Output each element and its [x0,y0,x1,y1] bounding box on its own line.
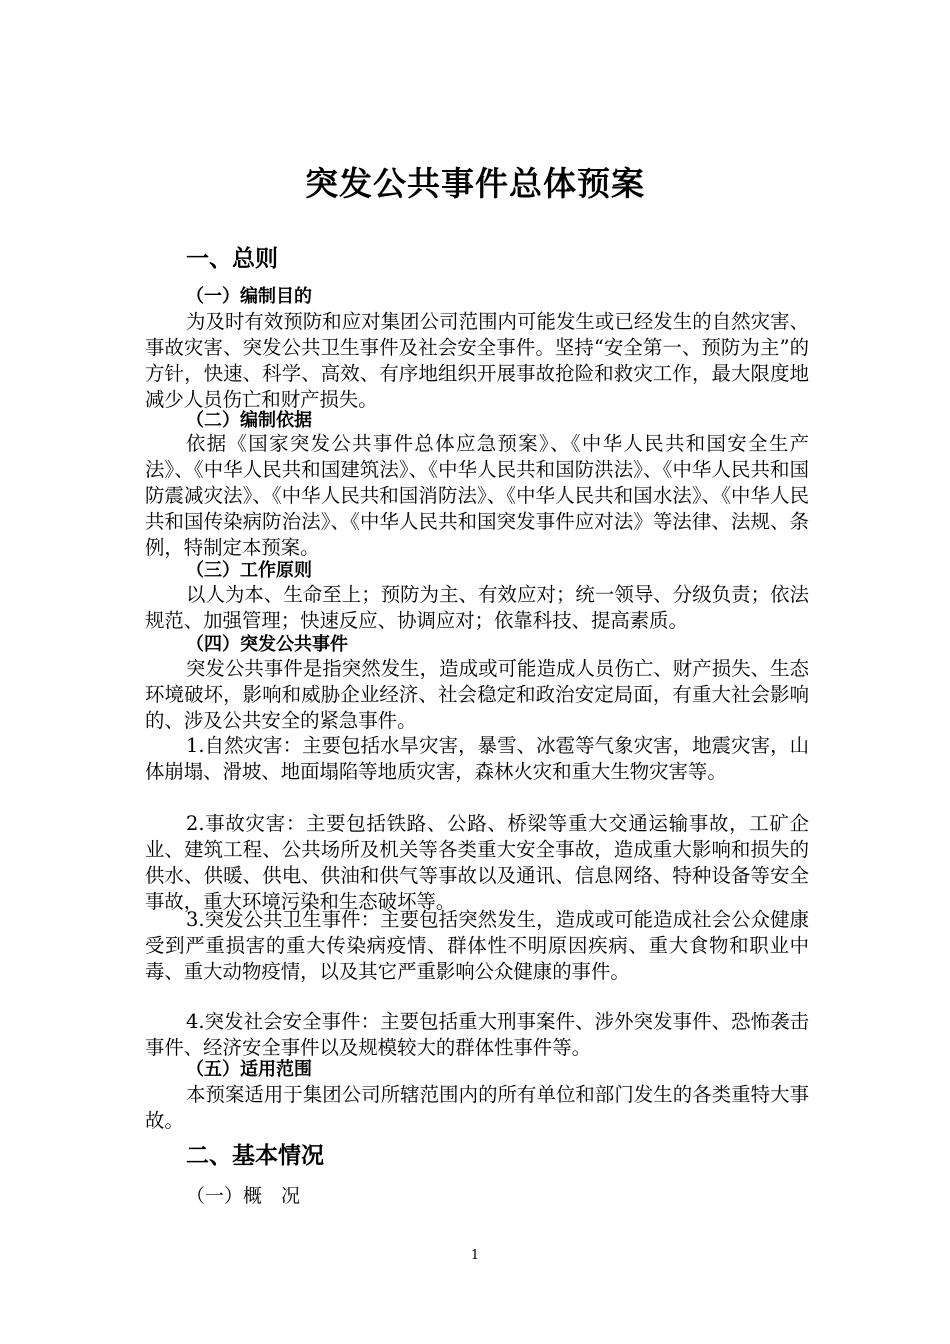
section-heading-general: 一、总则 [186,246,278,272]
paragraph-scope: 本预案适用于集团公司所辖范围内的所有单位和部门发生的各类重特大事故。 [145,1083,809,1132]
subsection-heading-purpose: （一）编制目的 [186,286,312,307]
subsection-heading-overview: （一）概 况 [186,1185,301,1207]
paragraph-purpose: 为及时有效预防和应对集团公司范围内可能发生或已经发生的自然灾害、事故灾害、突发公共卫生事件及社会安全事件。坚持“安全第一、预防为主”的方针，快速、科学、高效、有序地组织开展事故抢险和救灾工作，最大限度地减少人员伤亡和财产损失。 [145,310,809,411]
section-heading-basic-info: 二、基本情况 [186,1143,324,1169]
subsection-heading-basis: （二）编制依据 [186,410,312,431]
document-title: 突发公共事件总体预案 [305,164,645,203]
paragraph-principles: 以人为本、生命至上；预防为主、有效应对；统一领导、分级负责；依法规范、加强管理；快速反应、协调应对；依靠科技、提高素质。 [145,583,809,632]
list-item-public-health-events: 3.突发公共卫生事件：主要包括突然发生，造成或可能造成社会公众健康受到严重损害的重大传染病疫情、群体性不明原因疾病、重大食物和职业中毒、重大动物疫情，以及其它严重影响公众健康的事件。 [145,908,809,983]
subsection-heading-emergency-events: （四）突发公共事件 [186,634,348,655]
list-item-natural-disasters: 1.自然灾害：主要包括水旱灾害，暴雪、冰雹等气象灾害，地震灾害，山体崩塌、滑坡、地面塌陷等地质灾害，森林火灾和重大生物灾害等。 [145,734,809,783]
subsection-heading-principles: （三）工作原则 [186,560,312,581]
subsection-heading-scope: （五）适用范围 [186,1059,312,1080]
paragraph-emergency-events: 突发公共事件是指突然发生，造成或可能造成人员伤亡、财产损失、生态环境破坏，影响和威胁企业经济、社会稳定和政治安定局面，有重大社会影响的、涉及公共安全的紧急事件。 [145,657,809,732]
list-item-social-security-events: 4.突发社会安全事件：主要包括重大刑事案件、涉外突发事件、恐怖袭击事件、经济安全事件以及规模较大的群体性事件等。 [145,1010,809,1059]
paragraph-basis: 依据《国家突发公共事件总体应急预案》、《中华人民共和国安全生产法》、《中华人民共和国建筑法》、《中华人民共和国防洪法》、《中华人民共和国防震减灾法》、《中华人民共和国消防法》、《中华人民共和国水法》、《中华人民共和国传染病防治法》、《中华人民共和国突发事件应对法》等法律、法规、条例，特制定本预案。 [145,432,809,559]
list-item-accident-disasters: 2.事故灾害：主要包括铁路、公路、桥梁等重大交通运输事故，工矿企业、建筑工程、公共场所及机关等各类重大安全事故，造成重大影响和损失的供水、供暖、供电、供油和供气等事故以及通讯、信息网络、特种设备等安全事故，重大环境污染和生态破坏等。 [145,812,809,913]
page-number: 1 [470,1248,480,1263]
